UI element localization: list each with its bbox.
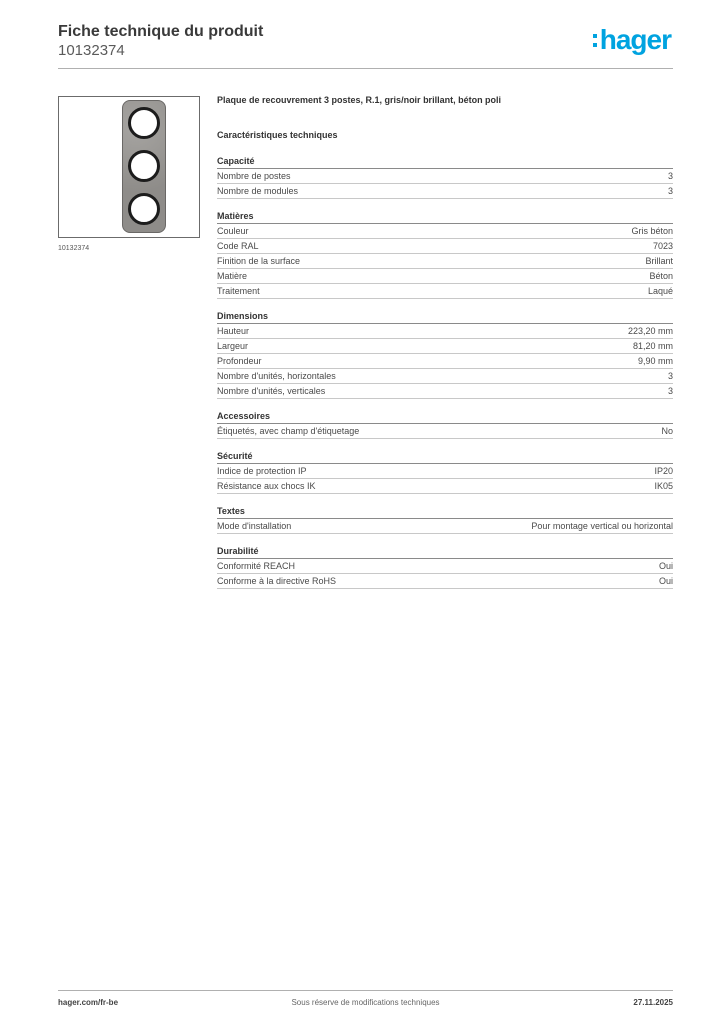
header-divider [58, 68, 673, 69]
spec-section [217, 410, 673, 439]
spec-value: 3 [667, 171, 673, 181]
spec-label: Indice de protection IP [217, 466, 307, 476]
spec-label: Matière [217, 271, 248, 281]
spec-row [217, 284, 673, 299]
socket-opening-icon [128, 107, 160, 139]
spec-value: 81,20 mm [632, 341, 673, 351]
spec-label: Conformité REACH [217, 561, 296, 571]
spec-row [217, 424, 673, 439]
logo-dots-icon [593, 34, 597, 47]
product-image [58, 96, 200, 238]
spec-label: Nombre d'unités, horizontales [217, 371, 336, 381]
logo-wordmark: hager [599, 24, 671, 55]
section-title: Capacité [217, 155, 673, 169]
spec-section [217, 310, 673, 399]
spec-value: IK05 [654, 481, 673, 491]
spec-row [217, 169, 673, 184]
spec-section [217, 155, 673, 199]
spec-row [217, 224, 673, 239]
spec-value: 9,90 mm [637, 356, 673, 366]
footer-divider [58, 990, 673, 991]
socket-opening-icon [128, 193, 160, 225]
spec-value: 3 [667, 186, 673, 196]
spec-label: Résistance aux chocs IK [217, 481, 316, 491]
spec-label: Profondeur [217, 356, 262, 366]
image-caption: 10132374 [58, 245, 90, 252]
spec-value: 3 [667, 371, 673, 381]
spec-label: Nombre de modules [217, 186, 299, 196]
spec-value: Brillant [645, 256, 673, 266]
spec-section [217, 545, 673, 589]
spec-row [217, 384, 673, 399]
cover-plate-icon [122, 100, 166, 233]
spec-label: Largeur [217, 341, 249, 351]
section-title: Sécurité [217, 450, 673, 464]
spec-value: Laqué [647, 286, 673, 296]
spec-label: Nombre d'unités, verticales [217, 386, 326, 396]
spec-value: Oui [658, 576, 673, 586]
spec-label: Finition de la surface [217, 256, 301, 266]
spec-sections [217, 155, 673, 589]
product-number: 10132374 [58, 42, 125, 59]
spec-row [217, 479, 673, 494]
page-header [58, 22, 673, 68]
footer-disclaimer: Sous réserve de modifications techniques [291, 998, 440, 1007]
product-name: Plaque de recouvrement 3 postes, R.1, gris/noir brillant, béton poli [217, 95, 502, 105]
spec-row [217, 464, 673, 479]
spec-section [217, 210, 673, 299]
spec-value: 3 [667, 386, 673, 396]
spec-value: 223,20 mm [627, 326, 673, 336]
spec-heading: Caractéristiques techniques [217, 130, 338, 140]
socket-opening-icon [128, 150, 160, 182]
spec-row [217, 269, 673, 284]
spec-row [217, 369, 673, 384]
spec-value: Béton [649, 271, 673, 281]
spec-label: Mode d'installation [217, 521, 292, 531]
spec-value: 7023 [652, 241, 673, 251]
spec-value: Oui [658, 561, 673, 571]
section-title: Dimensions [217, 310, 673, 324]
hager-logo [593, 26, 671, 54]
section-title: Matières [217, 210, 673, 224]
spec-value: IP20 [654, 466, 673, 476]
spec-value: Gris béton [631, 226, 673, 236]
spec-value: No [661, 426, 673, 436]
spec-label: Hauteur [217, 326, 250, 336]
spec-value: Pour montage vertical ou horizontal [531, 521, 673, 531]
spec-row [217, 184, 673, 199]
spec-section [217, 450, 673, 494]
section-title: Accessoires [217, 410, 673, 424]
spec-row [217, 574, 673, 589]
spec-row [217, 559, 673, 574]
spec-label: Traitement [217, 286, 260, 296]
section-title: Textes [217, 505, 673, 519]
spec-row [217, 519, 673, 534]
spec-section [217, 505, 673, 534]
spec-row [217, 239, 673, 254]
spec-row [217, 254, 673, 269]
footer-date: 27.11.2025 [633, 998, 673, 1007]
spec-row [217, 324, 673, 339]
spec-label: Conforme à la directive RoHS [217, 576, 337, 586]
spec-label: Code RAL [217, 241, 259, 251]
spec-label: Étiquetés, avec champ d'étiquetage [217, 426, 360, 436]
spec-row [217, 339, 673, 354]
spec-row [217, 354, 673, 369]
footer-website[interactable]: hager.com/fr-be [58, 998, 119, 1007]
spec-content [217, 94, 673, 589]
page-title: Fiche technique du produit [58, 23, 264, 40]
section-title: Durabilité [217, 545, 673, 559]
spec-label: Couleur [217, 226, 249, 236]
spec-label: Nombre de postes [217, 171, 291, 181]
